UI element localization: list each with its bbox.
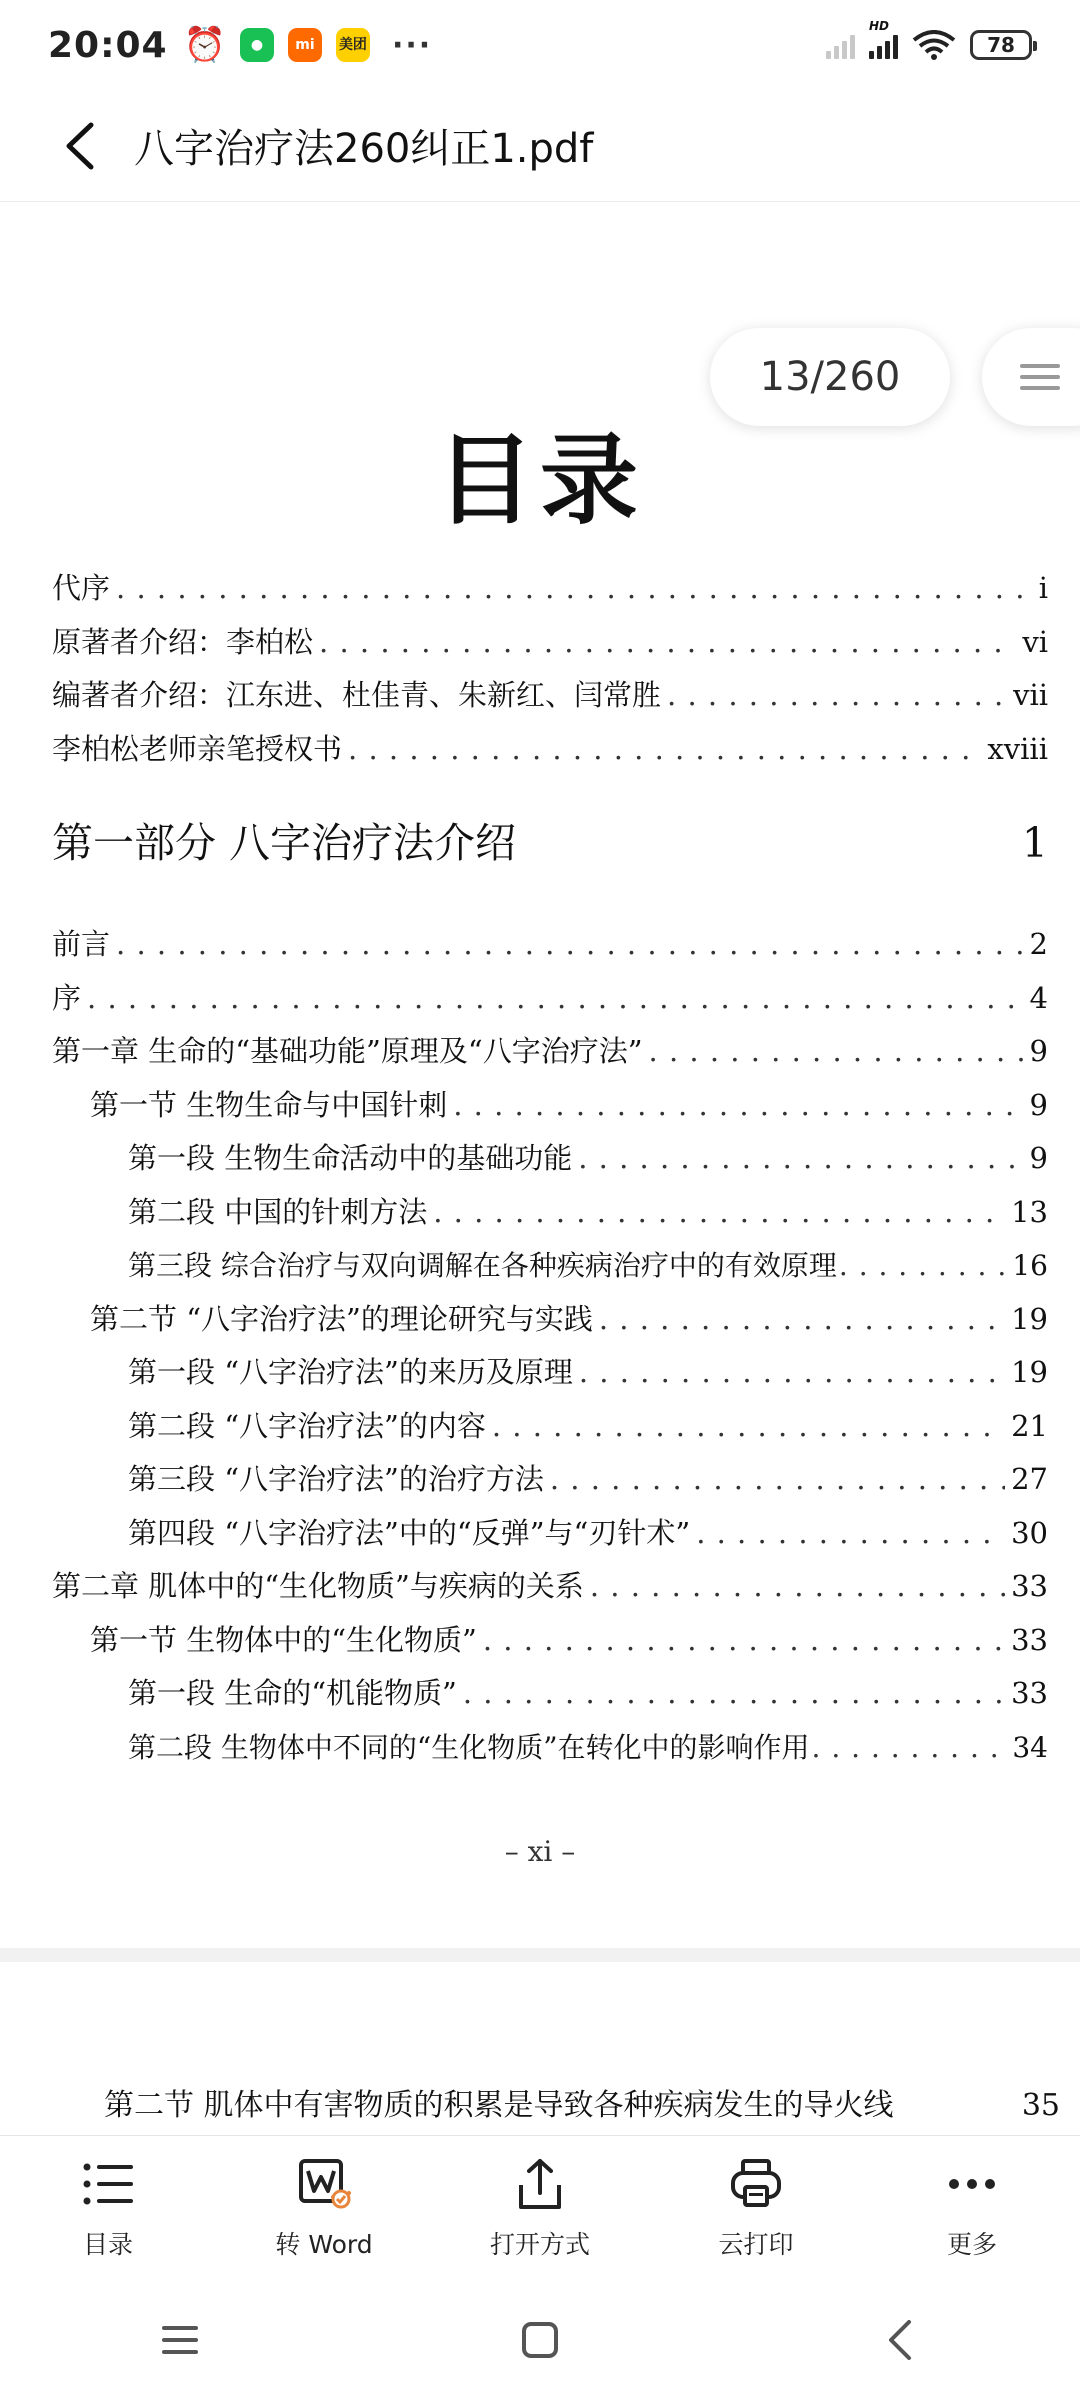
printer-icon	[727, 2155, 785, 2213]
list-icon	[79, 2155, 137, 2213]
toc-button[interactable]: 目录	[18, 2155, 198, 2261]
mi-app-icon: mi	[288, 28, 322, 62]
more-button[interactable]: 更多	[882, 2155, 1062, 2261]
part-title: 第一部分 八字治疗法介绍	[52, 819, 517, 867]
status-bar	[0, 0, 1080, 90]
toc-subsection[interactable]: 第四段 “八字治疗法”中的“反弹”与“刃针术” . . . 30	[52, 1507, 1048, 1561]
pdf-page[interactable]	[0, 210, 1080, 1950]
meituan-icon: 美团	[336, 28, 370, 62]
toc-subsection[interactable]: 第一段 “八字治疗法”的来历及原理 . . . 19	[52, 1346, 1048, 1400]
back-arrow-icon	[63, 121, 97, 171]
toc-chapter[interactable]: 第二章 肌体中的“生化物质”与疾病的关系 . . . 33	[52, 1560, 1048, 1614]
battery-indicator	[970, 30, 1032, 60]
home-square-icon	[520, 2320, 560, 2360]
nav-home-button[interactable]	[470, 2300, 610, 2380]
signal-sim2-icon	[869, 19, 898, 59]
recents-menu-icon	[160, 2323, 200, 2357]
system-nav-bar	[0, 2280, 1080, 2400]
cloud-print-button[interactable]: 云打印	[666, 2155, 846, 2261]
page-number-footer: – xi –	[504, 1835, 576, 1868]
table-of-contents	[52, 562, 1048, 1774]
toc-part-heading[interactable]	[52, 768, 1048, 918]
more-notifications-icon: ···	[391, 27, 433, 63]
toc-heading: 目录	[435, 423, 644, 538]
toc-subsection[interactable]: 第二段 中国的针刺方法 . . . 13	[52, 1186, 1048, 1240]
convert-word-button[interactable]: 转 Word	[234, 2155, 414, 2261]
toc-subsection[interactable]: 第一段 生物生命活动中的基础功能 . . . 9	[52, 1132, 1048, 1186]
toc-section[interactable]: 第一节 生物生命与中国针刺 . . . 9	[52, 1079, 1048, 1133]
toc-entry[interactable]: 代序 . . . i	[52, 562, 1048, 616]
toc-entry[interactable]: 李柏松老师亲笔授权书 . . . xviii	[52, 723, 1048, 777]
share-icon	[511, 2155, 569, 2213]
toc-section[interactable]: 第二节 “八字治疗法”的理论研究与实践 . . . 19	[52, 1293, 1048, 1347]
nav-back-icon	[885, 2318, 915, 2362]
battery-level: 78	[987, 33, 1015, 57]
open-with-button[interactable]: 打开方式	[450, 2155, 630, 2261]
wechat-icon: ●	[240, 28, 274, 62]
status-time: 20:04	[48, 24, 168, 66]
toc-entry[interactable]: 编著者介绍：江东进、杜佳青、朱新红、闫常胜 . . . vii	[52, 669, 1048, 723]
status-notification-icons	[184, 25, 433, 65]
more-icon	[943, 2155, 1001, 2213]
toc-chapter[interactable]: 第一章 生命的“基础功能”原理及“八字治疗法” . . . 9	[52, 1025, 1048, 1079]
toc-entry[interactable]: 序 . . . 4	[52, 972, 1048, 1026]
document-title: 八字治疗法260纠正1.pdf	[134, 126, 594, 172]
signal-sim1-icon	[826, 31, 855, 59]
next-page-toc-entry[interactable]: 第二节 肌体中有害物质的积累是导致各种疾病发生的导火线 35	[104, 2088, 1060, 2123]
nav-menu-button[interactable]	[110, 2300, 250, 2380]
toc-entry[interactable]: 前言 . . . 2	[52, 918, 1048, 972]
hamburger-icon	[1020, 357, 1060, 397]
nav-back-button[interactable]	[830, 2300, 970, 2380]
alarm-icon: ⏰	[183, 25, 226, 65]
wifi-icon	[912, 30, 956, 60]
toc-subsection[interactable]: 第一段 生命的“机能物质” . . . 33	[52, 1667, 1048, 1721]
bottom-toolbar	[0, 2135, 1080, 2280]
page-separator	[0, 1948, 1080, 1962]
page-indicator[interactable]: 13/260	[710, 328, 950, 426]
toc-subsection[interactable]: 第三段 “八字治疗法”的治疗方法 . . . 27	[52, 1453, 1048, 1507]
top-app-bar	[0, 90, 1080, 202]
toc-subsection[interactable]: 第二段 生物体中不同的“生化物质”在转化中的影响作用 . . . 34	[52, 1721, 1048, 1775]
toc-entry[interactable]: 原著者介绍：李柏松 . . . vi	[52, 616, 1048, 670]
part-page: 1	[1021, 819, 1048, 867]
hd-label: HD	[869, 19, 890, 33]
toc-section[interactable]: 第一节 生物体中的“生化物质” . . . 33	[52, 1614, 1048, 1668]
toc-subsection[interactable]: 第二段 “八字治疗法”的内容 . . . 21	[52, 1400, 1048, 1454]
word-convert-icon	[295, 2155, 353, 2213]
toc-subsection[interactable]: 第三段 综合治疗与双向调解在各种疾病治疗中的有效原理 . . . 16	[52, 1239, 1048, 1293]
back-button[interactable]	[40, 106, 120, 186]
